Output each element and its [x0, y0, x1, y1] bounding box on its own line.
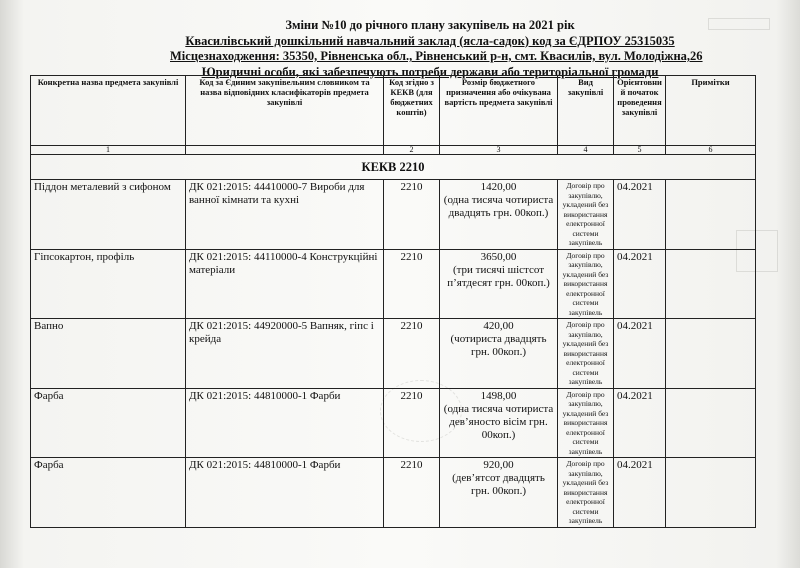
amount-value: 920,00 [483, 459, 514, 471]
column-number: 6 [666, 146, 756, 155]
item-code: ДК 021:2015: 44410000-7 Вироби для ванної кімнати та кухні [186, 180, 384, 250]
amount-words: (одна тисяча чотириста двадцять грн. 00коп.) [443, 194, 554, 219]
table-row [31, 458, 756, 528]
column-header: Орієнтовни й початок проведення закупівлі [614, 76, 666, 146]
item-note [666, 388, 756, 458]
column-header: Код згідно з КЕКВ (для бюджетних коштів) [384, 76, 440, 146]
item-procurement-type: Договір про закупівлю, укладений без використання електронної системи закупівель [558, 319, 614, 389]
item-code: ДК 021:2015: 44810000-1 Фарби [186, 458, 384, 528]
item-kekv: 2210 [384, 249, 440, 319]
item-start-date: 04.2021 [614, 180, 666, 250]
item-start-date: 04.2021 [614, 388, 666, 458]
column-header: Код за Єдиним закупівельним словником та назва відповідних класифікаторів предмета закупівлі [186, 76, 384, 146]
column-number: 2 [384, 146, 440, 155]
amount-words: (чотириста двадцять грн. 00коп.) [450, 333, 547, 358]
table-row [31, 249, 756, 319]
document-header [170, 18, 703, 80]
item-amount [440, 458, 558, 528]
item-kekv: 2210 [384, 319, 440, 389]
section-row [31, 155, 756, 180]
column-header: Вид закупівлі [558, 76, 614, 146]
item-name: Піддон металевий з сифоном [31, 180, 186, 250]
procurement-table [30, 75, 756, 528]
table-row [31, 180, 756, 250]
item-code: ДК 021:2015: 44920000-5 Вапняк, гіпс і крейда [186, 319, 384, 389]
institution-name: Квасилівський дошкільний навчальний заклад (ясла-садок) код за ЄДРПОУ 25315035 [185, 33, 675, 48]
item-amount [440, 388, 558, 458]
amount-value: 1498,00 [480, 389, 517, 402]
item-note [666, 319, 756, 389]
item-procurement-type: Договір про закупівлю, укладений без використання електронної системи закупівель [558, 180, 614, 250]
amount-value: 3650,00 [480, 250, 517, 263]
item-start-date: 04.2021 [614, 249, 666, 319]
item-procurement-type: Договір про закупівлю, укладений без використання електронної системи закупівель [558, 249, 614, 319]
institution-category: Юридичні особи, які забезпечують потреби держави або територіальної громади [201, 64, 659, 79]
item-code: ДК 021:2015: 44110000-4 Конструкційні матеріали [186, 249, 384, 319]
item-kekv: 2210 [384, 180, 440, 250]
column-number: 4 [558, 146, 614, 155]
item-note [666, 458, 756, 528]
amount-words: (дев’ятсот двадцять грн. 00коп.) [452, 472, 545, 497]
section-title: КЕКВ 2210 [31, 155, 756, 180]
item-kekv: 2210 [384, 388, 440, 458]
table-row [31, 388, 756, 458]
item-code: ДК 021:2015: 44810000-1 Фарби [186, 388, 384, 458]
item-name: Гіпсокартон, профіль [31, 249, 186, 319]
item-name: Фарба [31, 458, 186, 528]
item-name: Вапно [31, 319, 186, 389]
column-number-row [31, 146, 756, 155]
item-procurement-type: Договір про закупівлю, укладений без використання електронної системи закупівель [558, 458, 614, 528]
amount-value: 1420,00 [480, 181, 517, 193]
column-number [186, 146, 384, 155]
item-procurement-type: Договір про закупівлю, укладений без використання електронної системи закупівель [558, 388, 614, 458]
item-amount [440, 249, 558, 319]
column-header: Конкретна назва предмета закупівлі [31, 76, 186, 146]
item-note [666, 249, 756, 319]
item-amount [440, 319, 558, 389]
item-kekv: 2210 [384, 458, 440, 528]
column-number: 5 [614, 146, 666, 155]
column-number: 1 [31, 146, 186, 155]
table-header-row [31, 76, 756, 146]
amount-words: (три тисячі шістсот п’ятдесят грн. 00коп.) [447, 263, 550, 289]
item-start-date: 04.2021 [614, 458, 666, 528]
column-number: 3 [440, 146, 558, 155]
item-name: Фарба [31, 388, 186, 458]
amount-words: (одна тисяча чотириста дев’яносто вісім грн. 00коп.) [443, 402, 554, 441]
item-note [666, 180, 756, 250]
column-header: Примітки [666, 76, 756, 146]
column-header: Розмір бюджетного призначення або очікувана вартість предмета закупівлі [440, 76, 558, 146]
bleed-through-mark [708, 18, 770, 30]
item-amount [440, 180, 558, 250]
amount-value: 420,00 [483, 320, 514, 332]
table-row [31, 319, 756, 389]
item-start-date: 04.2021 [614, 319, 666, 389]
document-title: Зміни №10 до річного плану закупівель на 2021 рік [285, 18, 575, 32]
institution-address: Місцезнаходження: 35350, Рівненська обл., Рівненський р-н, смт. Квасилів, вул. Молодіжна,26 [170, 49, 703, 63]
